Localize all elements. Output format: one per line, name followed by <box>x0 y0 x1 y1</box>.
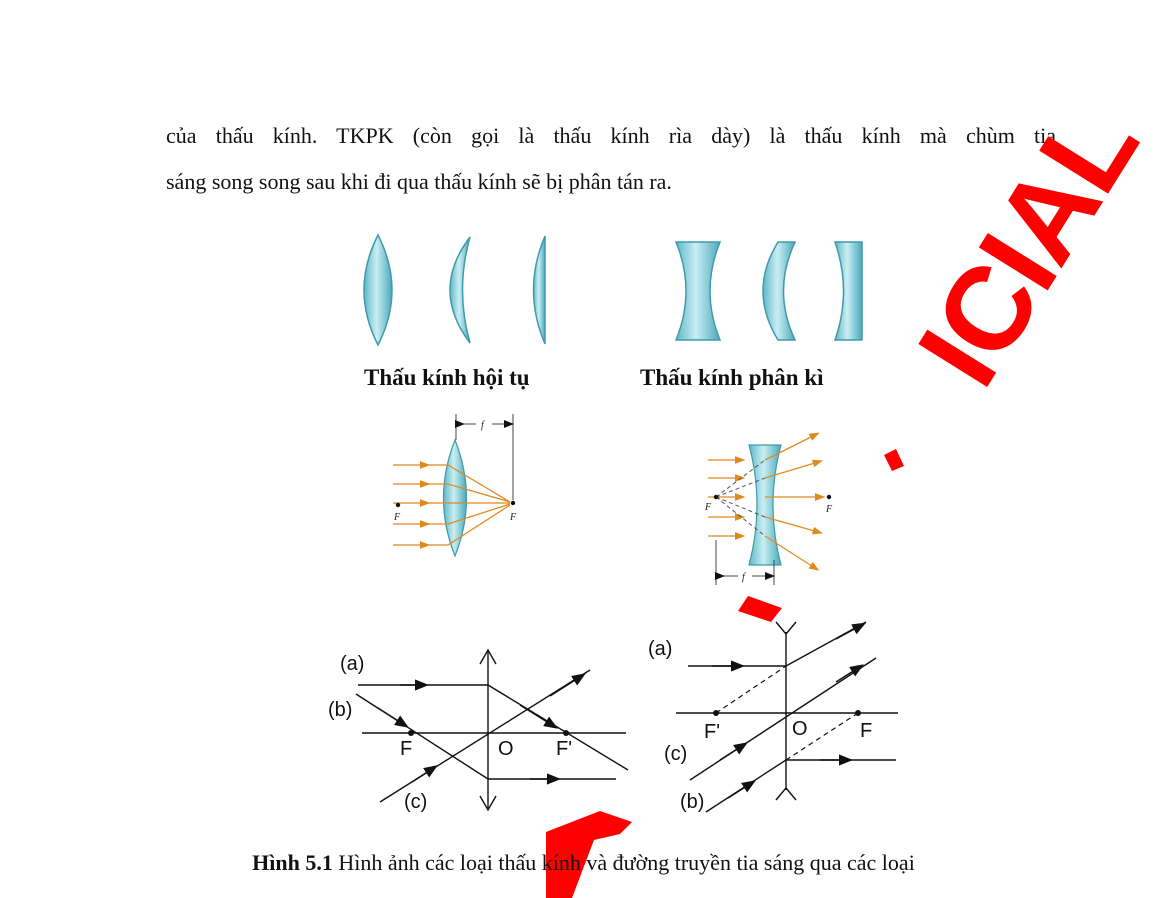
paragraph-line-2: sáng song song sau khi đi qua thấu kính sẽ bị phân tán ra. <box>166 169 672 194</box>
converging-line-diagram <box>356 650 628 810</box>
diverging-lens-title: Thấu kính phân kì <box>640 365 824 390</box>
optical-center-right: O <box>792 718 808 740</box>
ray-label-a-left: (a) <box>340 653 365 675</box>
figure-caption <box>0 848 1167 878</box>
converging-lenses <box>364 235 545 345</box>
focus-label-far: F <box>826 504 833 515</box>
plano-concave-lens <box>835 242 862 340</box>
optical-center-left: O <box>498 738 514 760</box>
converging-ray-diagram <box>393 414 517 556</box>
svg-text:ICIAL: ICIAL <box>893 84 1164 408</box>
biconvex-lens <box>364 235 392 345</box>
official-watermark <box>546 85 1163 898</box>
plano-convex-lens <box>534 236 546 344</box>
converging-lens-small <box>444 440 467 556</box>
watermark-fragment-2 <box>738 596 782 622</box>
ray-label-c-left: (c) <box>404 791 428 813</box>
figure-caption-text: Hình ảnh các loại thấu kính và đường truyền tia sáng qua các loại <box>332 850 915 875</box>
converging-lens-title: Thấu kính hội tụ <box>364 365 530 390</box>
concave-meniscus-lens <box>763 242 795 340</box>
diverging-ray-diagram <box>704 435 833 585</box>
focal-length-label-2: f <box>742 572 745 583</box>
convex-meniscus-lens <box>450 237 470 343</box>
paragraph-line-1: của thấu kính. TKPK (còn gọi là thấu kính rìa dày) là thấu kính mà chùm tia <box>166 123 1056 148</box>
ray-label-a-right: (a) <box>648 638 673 660</box>
focus-label-left: F <box>394 512 401 523</box>
focal-length-label: f <box>481 420 484 431</box>
biconcave-lens <box>676 242 720 340</box>
focus-F-left: F <box>400 738 413 760</box>
focus-F-right: F <box>860 720 873 742</box>
figure-number: Hình 5.1 <box>252 850 333 875</box>
ray-label-b-right: (b) <box>680 791 705 813</box>
diverging-lenses <box>676 242 862 340</box>
focus-label-virtual: F <box>705 502 712 513</box>
focus-F-prime-right: F' <box>704 721 721 743</box>
diverging-line-diagram <box>676 622 898 812</box>
focus-F-prime-left: F' <box>556 738 573 760</box>
ray-label-b-left: (b) <box>328 699 353 721</box>
ray-label-c-right: (c) <box>664 743 688 765</box>
diverging-lens-small <box>749 445 781 565</box>
focus-label-right: F <box>510 512 517 523</box>
watermark-fragment-1 <box>884 449 904 471</box>
